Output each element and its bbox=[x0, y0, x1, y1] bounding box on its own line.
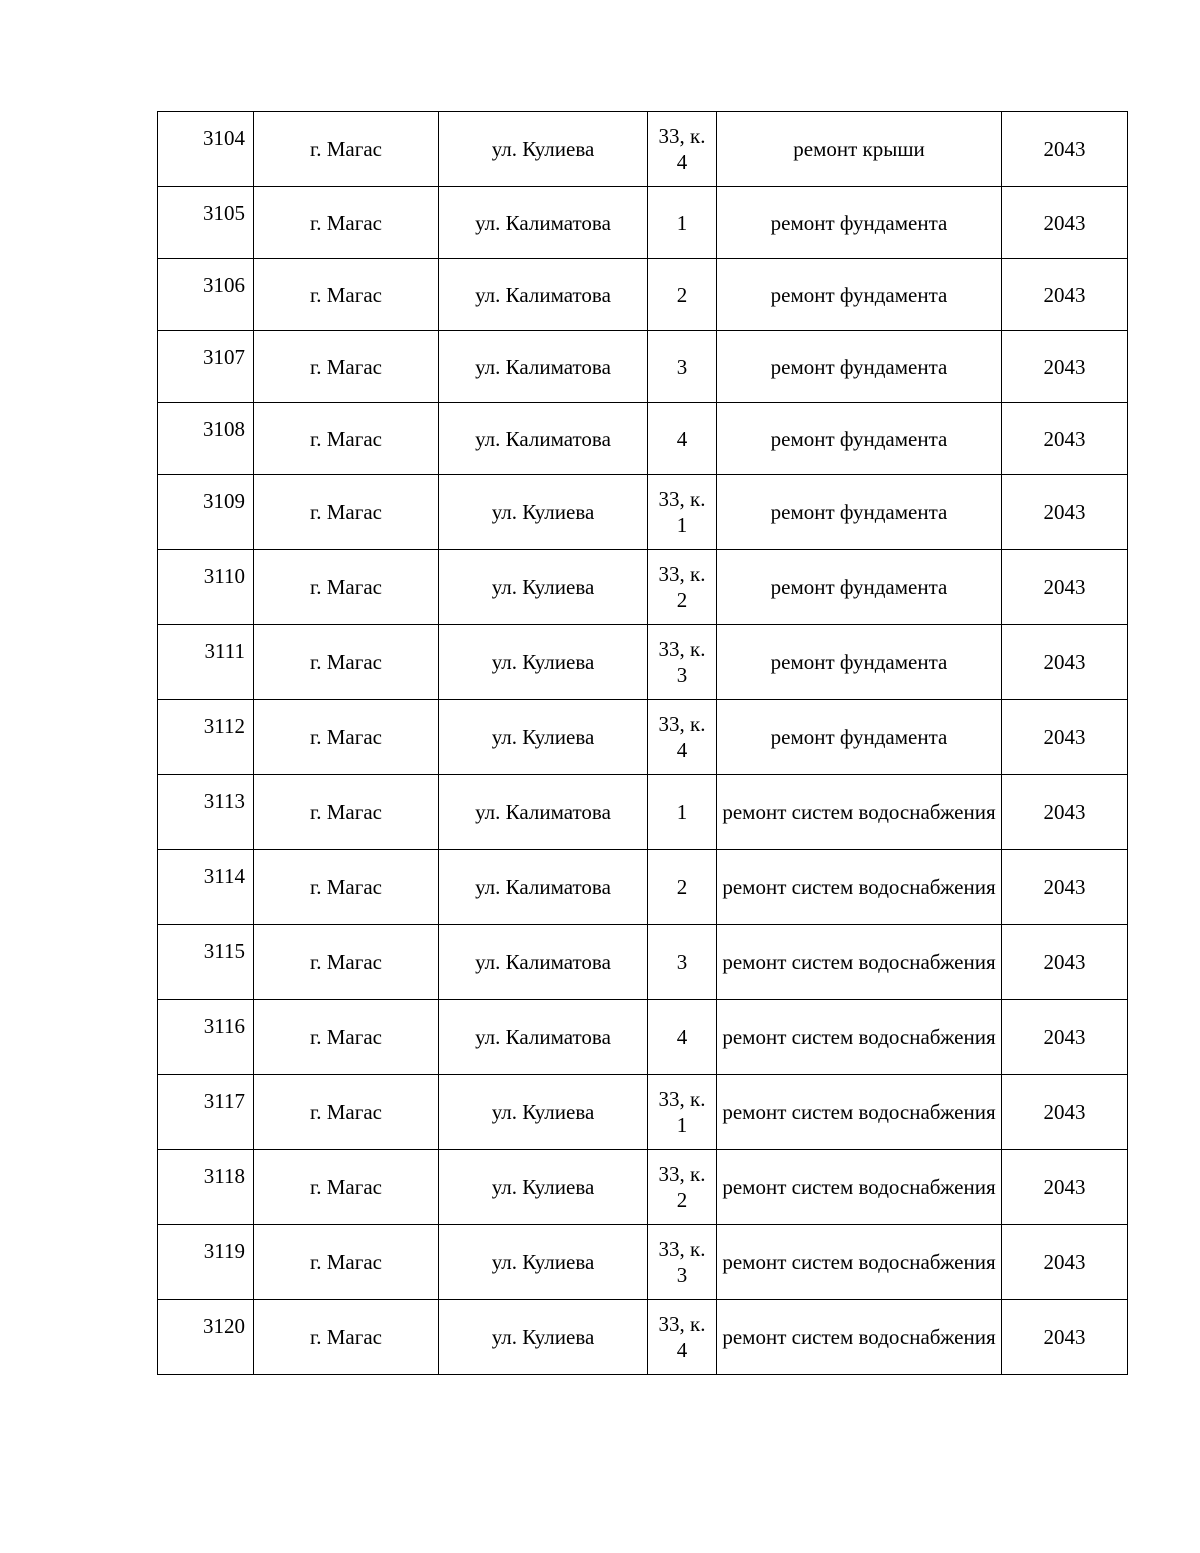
table-row bbox=[158, 925, 1128, 1000]
work-type-cell: ремонт фундамента bbox=[717, 625, 1002, 700]
city-cell: г. Магас bbox=[254, 1150, 439, 1225]
street-cell: ул. Кулиева bbox=[439, 475, 648, 550]
row-number-cell: 3105 bbox=[158, 187, 254, 259]
table-row bbox=[158, 1075, 1128, 1150]
house-number-cell: 33, к. 4 bbox=[648, 700, 717, 775]
house-number-cell: 33, к. 2 bbox=[648, 1150, 717, 1225]
street-cell: ул. Кулиева bbox=[439, 1150, 648, 1225]
house-number-cell: 3 bbox=[648, 331, 717, 403]
work-type-cell: ремонт фундамента bbox=[717, 403, 1002, 475]
row-number-cell: 3116 bbox=[158, 1000, 254, 1075]
street-cell: ул. Калиматова bbox=[439, 403, 648, 475]
row-number-cell: 3114 bbox=[158, 850, 254, 925]
street-cell: ул. Кулиева bbox=[439, 1075, 648, 1150]
year-cell: 2043 bbox=[1002, 1150, 1128, 1225]
city-cell: г. Магас bbox=[254, 1300, 439, 1375]
city-cell: г. Магас bbox=[254, 187, 439, 259]
work-type-cell: ремонт фундамента bbox=[717, 700, 1002, 775]
year-cell: 2043 bbox=[1002, 1000, 1128, 1075]
work-type-cell: ремонт фундамента bbox=[717, 259, 1002, 331]
table-row bbox=[158, 1150, 1128, 1225]
year-cell: 2043 bbox=[1002, 331, 1128, 403]
year-cell: 2043 bbox=[1002, 1300, 1128, 1375]
table-row bbox=[158, 331, 1128, 403]
city-cell: г. Магас bbox=[254, 475, 439, 550]
table-row bbox=[158, 403, 1128, 475]
table-row bbox=[158, 850, 1128, 925]
city-cell: г. Магас bbox=[254, 1225, 439, 1300]
table-row bbox=[158, 1300, 1128, 1375]
street-cell: ул. Калиматова bbox=[439, 775, 648, 850]
street-cell: ул. Кулиева bbox=[439, 1300, 648, 1375]
table-row bbox=[158, 187, 1128, 259]
year-cell: 2043 bbox=[1002, 625, 1128, 700]
table-row bbox=[158, 112, 1128, 187]
row-number-cell: 3120 bbox=[158, 1300, 254, 1375]
city-cell: г. Магас bbox=[254, 403, 439, 475]
house-number-cell: 33, к. 3 bbox=[648, 625, 717, 700]
row-number-cell: 3113 bbox=[158, 775, 254, 850]
house-number-cell: 33, к. 1 bbox=[648, 1075, 717, 1150]
row-number-cell: 3119 bbox=[158, 1225, 254, 1300]
house-number-cell: 33, к. 4 bbox=[648, 112, 717, 187]
year-cell: 2043 bbox=[1002, 112, 1128, 187]
table-body bbox=[158, 112, 1128, 1375]
street-cell: ул. Калиматова bbox=[439, 1000, 648, 1075]
work-type-cell: ремонт фундамента bbox=[717, 187, 1002, 259]
city-cell: г. Магас bbox=[254, 775, 439, 850]
house-number-cell: 2 bbox=[648, 259, 717, 331]
work-type-cell: ремонт систем водоснабжения bbox=[717, 1300, 1002, 1375]
work-type-cell: ремонт фундамента bbox=[717, 475, 1002, 550]
work-type-cell: ремонт крыши bbox=[717, 112, 1002, 187]
city-cell: г. Магас bbox=[254, 331, 439, 403]
year-cell: 2043 bbox=[1002, 475, 1128, 550]
street-cell: ул. Кулиева bbox=[439, 550, 648, 625]
repair-schedule-table bbox=[157, 111, 1128, 1375]
city-cell: г. Магас bbox=[254, 625, 439, 700]
house-number-cell: 33, к. 3 bbox=[648, 1225, 717, 1300]
street-cell: ул. Кулиева bbox=[439, 700, 648, 775]
table-row bbox=[158, 700, 1128, 775]
city-cell: г. Магас bbox=[254, 700, 439, 775]
row-number-cell: 3106 bbox=[158, 259, 254, 331]
house-number-cell: 2 bbox=[648, 850, 717, 925]
house-number-cell: 3 bbox=[648, 925, 717, 1000]
street-cell: ул. Калиматова bbox=[439, 850, 648, 925]
row-number-cell: 3108 bbox=[158, 403, 254, 475]
city-cell: г. Магас bbox=[254, 850, 439, 925]
table-row bbox=[158, 625, 1128, 700]
year-cell: 2043 bbox=[1002, 925, 1128, 1000]
house-number-cell: 33, к. 1 bbox=[648, 475, 717, 550]
row-number-cell: 3117 bbox=[158, 1075, 254, 1150]
year-cell: 2043 bbox=[1002, 1225, 1128, 1300]
street-cell: ул. Калиматова bbox=[439, 259, 648, 331]
row-number-cell: 3115 bbox=[158, 925, 254, 1000]
row-number-cell: 3112 bbox=[158, 700, 254, 775]
table-row bbox=[158, 1225, 1128, 1300]
work-type-cell: ремонт систем водоснабжения bbox=[717, 1000, 1002, 1075]
city-cell: г. Магас bbox=[254, 1075, 439, 1150]
table-row bbox=[158, 259, 1128, 331]
table-row bbox=[158, 475, 1128, 550]
street-cell: ул. Кулиева bbox=[439, 1225, 648, 1300]
street-cell: ул. Калиматова bbox=[439, 925, 648, 1000]
year-cell: 2043 bbox=[1002, 850, 1128, 925]
row-number-cell: 3107 bbox=[158, 331, 254, 403]
row-number-cell: 3111 bbox=[158, 625, 254, 700]
house-number-cell: 1 bbox=[648, 187, 717, 259]
year-cell: 2043 bbox=[1002, 775, 1128, 850]
year-cell: 2043 bbox=[1002, 403, 1128, 475]
city-cell: г. Магас bbox=[254, 1000, 439, 1075]
house-number-cell: 4 bbox=[648, 403, 717, 475]
table-row bbox=[158, 550, 1128, 625]
year-cell: 2043 bbox=[1002, 259, 1128, 331]
table-row bbox=[158, 1000, 1128, 1075]
work-type-cell: ремонт систем водоснабжения bbox=[717, 1225, 1002, 1300]
work-type-cell: ремонт систем водоснабжения bbox=[717, 775, 1002, 850]
street-cell: ул. Кулиева bbox=[439, 112, 648, 187]
city-cell: г. Магас bbox=[254, 259, 439, 331]
street-cell: ул. Калиматова bbox=[439, 187, 648, 259]
row-number-cell: 3110 bbox=[158, 550, 254, 625]
city-cell: г. Магас bbox=[254, 925, 439, 1000]
year-cell: 2043 bbox=[1002, 700, 1128, 775]
house-number-cell: 4 bbox=[648, 1000, 717, 1075]
street-cell: ул. Калиматова bbox=[439, 331, 648, 403]
row-number-cell: 3118 bbox=[158, 1150, 254, 1225]
house-number-cell: 33, к. 4 bbox=[648, 1300, 717, 1375]
work-type-cell: ремонт систем водоснабжения bbox=[717, 850, 1002, 925]
work-type-cell: ремонт фундамента bbox=[717, 331, 1002, 403]
row-number-cell: 3109 bbox=[158, 475, 254, 550]
work-type-cell: ремонт фундамента bbox=[717, 550, 1002, 625]
street-cell: ул. Кулиева bbox=[439, 625, 648, 700]
house-number-cell: 33, к. 2 bbox=[648, 550, 717, 625]
work-type-cell: ремонт систем водоснабжения bbox=[717, 1150, 1002, 1225]
city-cell: г. Магас bbox=[254, 112, 439, 187]
work-type-cell: ремонт систем водоснабжения bbox=[717, 1075, 1002, 1150]
house-number-cell: 1 bbox=[648, 775, 717, 850]
year-cell: 2043 bbox=[1002, 550, 1128, 625]
year-cell: 2043 bbox=[1002, 187, 1128, 259]
table-row bbox=[158, 775, 1128, 850]
work-type-cell: ремонт систем водоснабжения bbox=[717, 925, 1002, 1000]
city-cell: г. Магас bbox=[254, 550, 439, 625]
year-cell: 2043 bbox=[1002, 1075, 1128, 1150]
row-number-cell: 3104 bbox=[158, 112, 254, 187]
